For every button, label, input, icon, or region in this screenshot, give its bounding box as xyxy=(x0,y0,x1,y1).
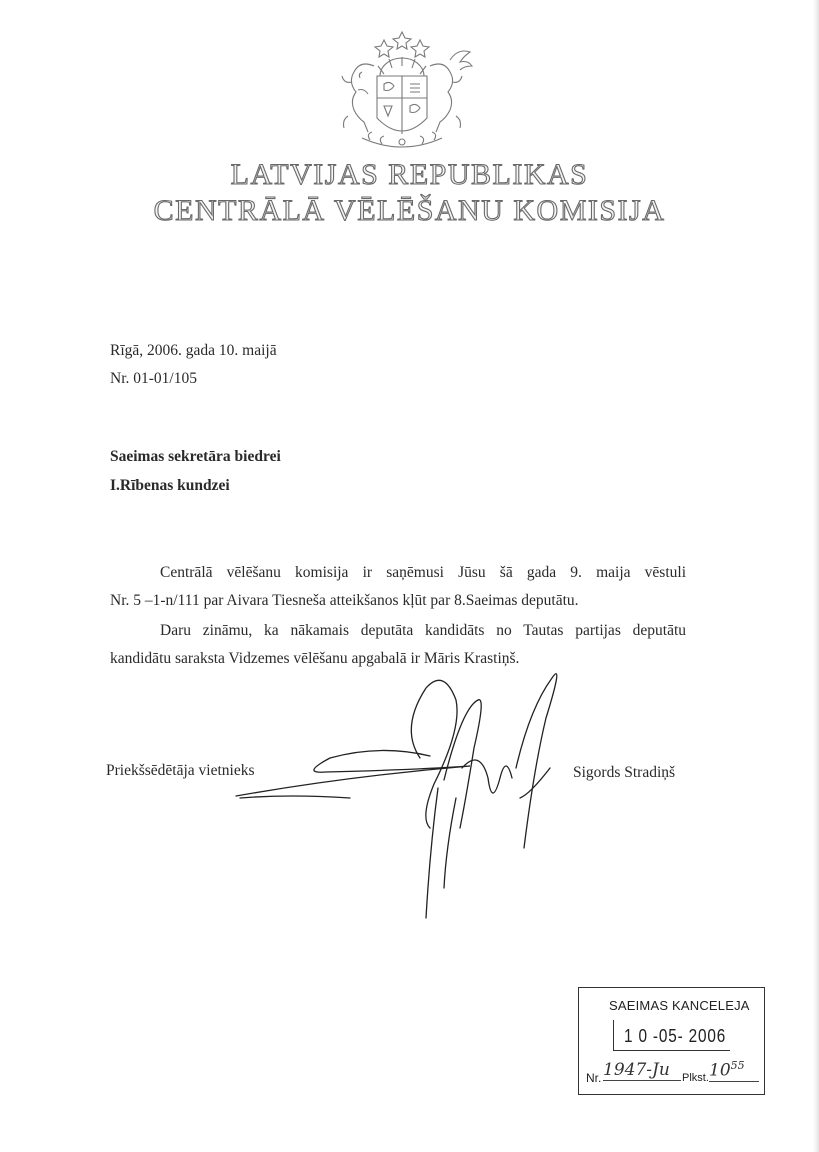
document-number: Nr. 01-01/105 xyxy=(110,370,197,387)
stamp-number-label: Nr. xyxy=(586,1071,602,1085)
place-date: Rīgā, 2006. gada 10. maijā xyxy=(110,342,277,359)
stamp-time-value xyxy=(709,1059,759,1082)
stamp-date-box xyxy=(613,1020,730,1051)
stamp-time-label: Plkst. xyxy=(682,1072,709,1084)
organization-name-line1: LATVIJAS REPUBLIKAS xyxy=(230,158,589,191)
body-paragraph2-line1: Daru zināmu, ka nākamais deputāta kandidāts no Tautas partijas deputātu xyxy=(160,622,686,639)
signer-name: Sigords Stradiņš xyxy=(573,764,676,781)
registry-stamp xyxy=(578,987,765,1095)
coat-of-arms-icon xyxy=(322,26,482,156)
recipient-title: Saeimas sekretāra biedrei xyxy=(110,448,281,465)
signer-title: Priekšsēdētāja vietnieks xyxy=(106,762,255,779)
body-paragraph1-line2: Nr. 5 –1-n/111 par Aivara Tiesneša atteikšanos kļūt par 8.Saeimas deputātu. xyxy=(110,592,579,609)
stamp-title: SAEIMAS KANCELEJA xyxy=(609,998,750,1013)
recipient-name: I.Rībenas kundzei xyxy=(110,477,230,494)
stamp-time-minute: 55 xyxy=(730,1059,745,1072)
body-paragraph1-line1: Centrālā vēlēšanu komisija ir saņēmusi Jūsu šā gada 9. maija vēstuli xyxy=(160,564,686,581)
body-paragraph2-line2: kandidātu saraksta Vidzemes vēlēšanu apgabalā ir Māris Krastiņš. xyxy=(110,650,520,667)
stamp-number-value: 1947-Ju xyxy=(603,1060,681,1081)
stamp-time-hour: 10 xyxy=(709,1060,731,1081)
organization-name-line2: CENTRĀLĀ VĒLĒŠANU KOMISIJA xyxy=(153,194,666,227)
stamp-date: 1 0 -05- 2006 xyxy=(624,1026,727,1046)
handwritten-signature xyxy=(230,648,590,948)
